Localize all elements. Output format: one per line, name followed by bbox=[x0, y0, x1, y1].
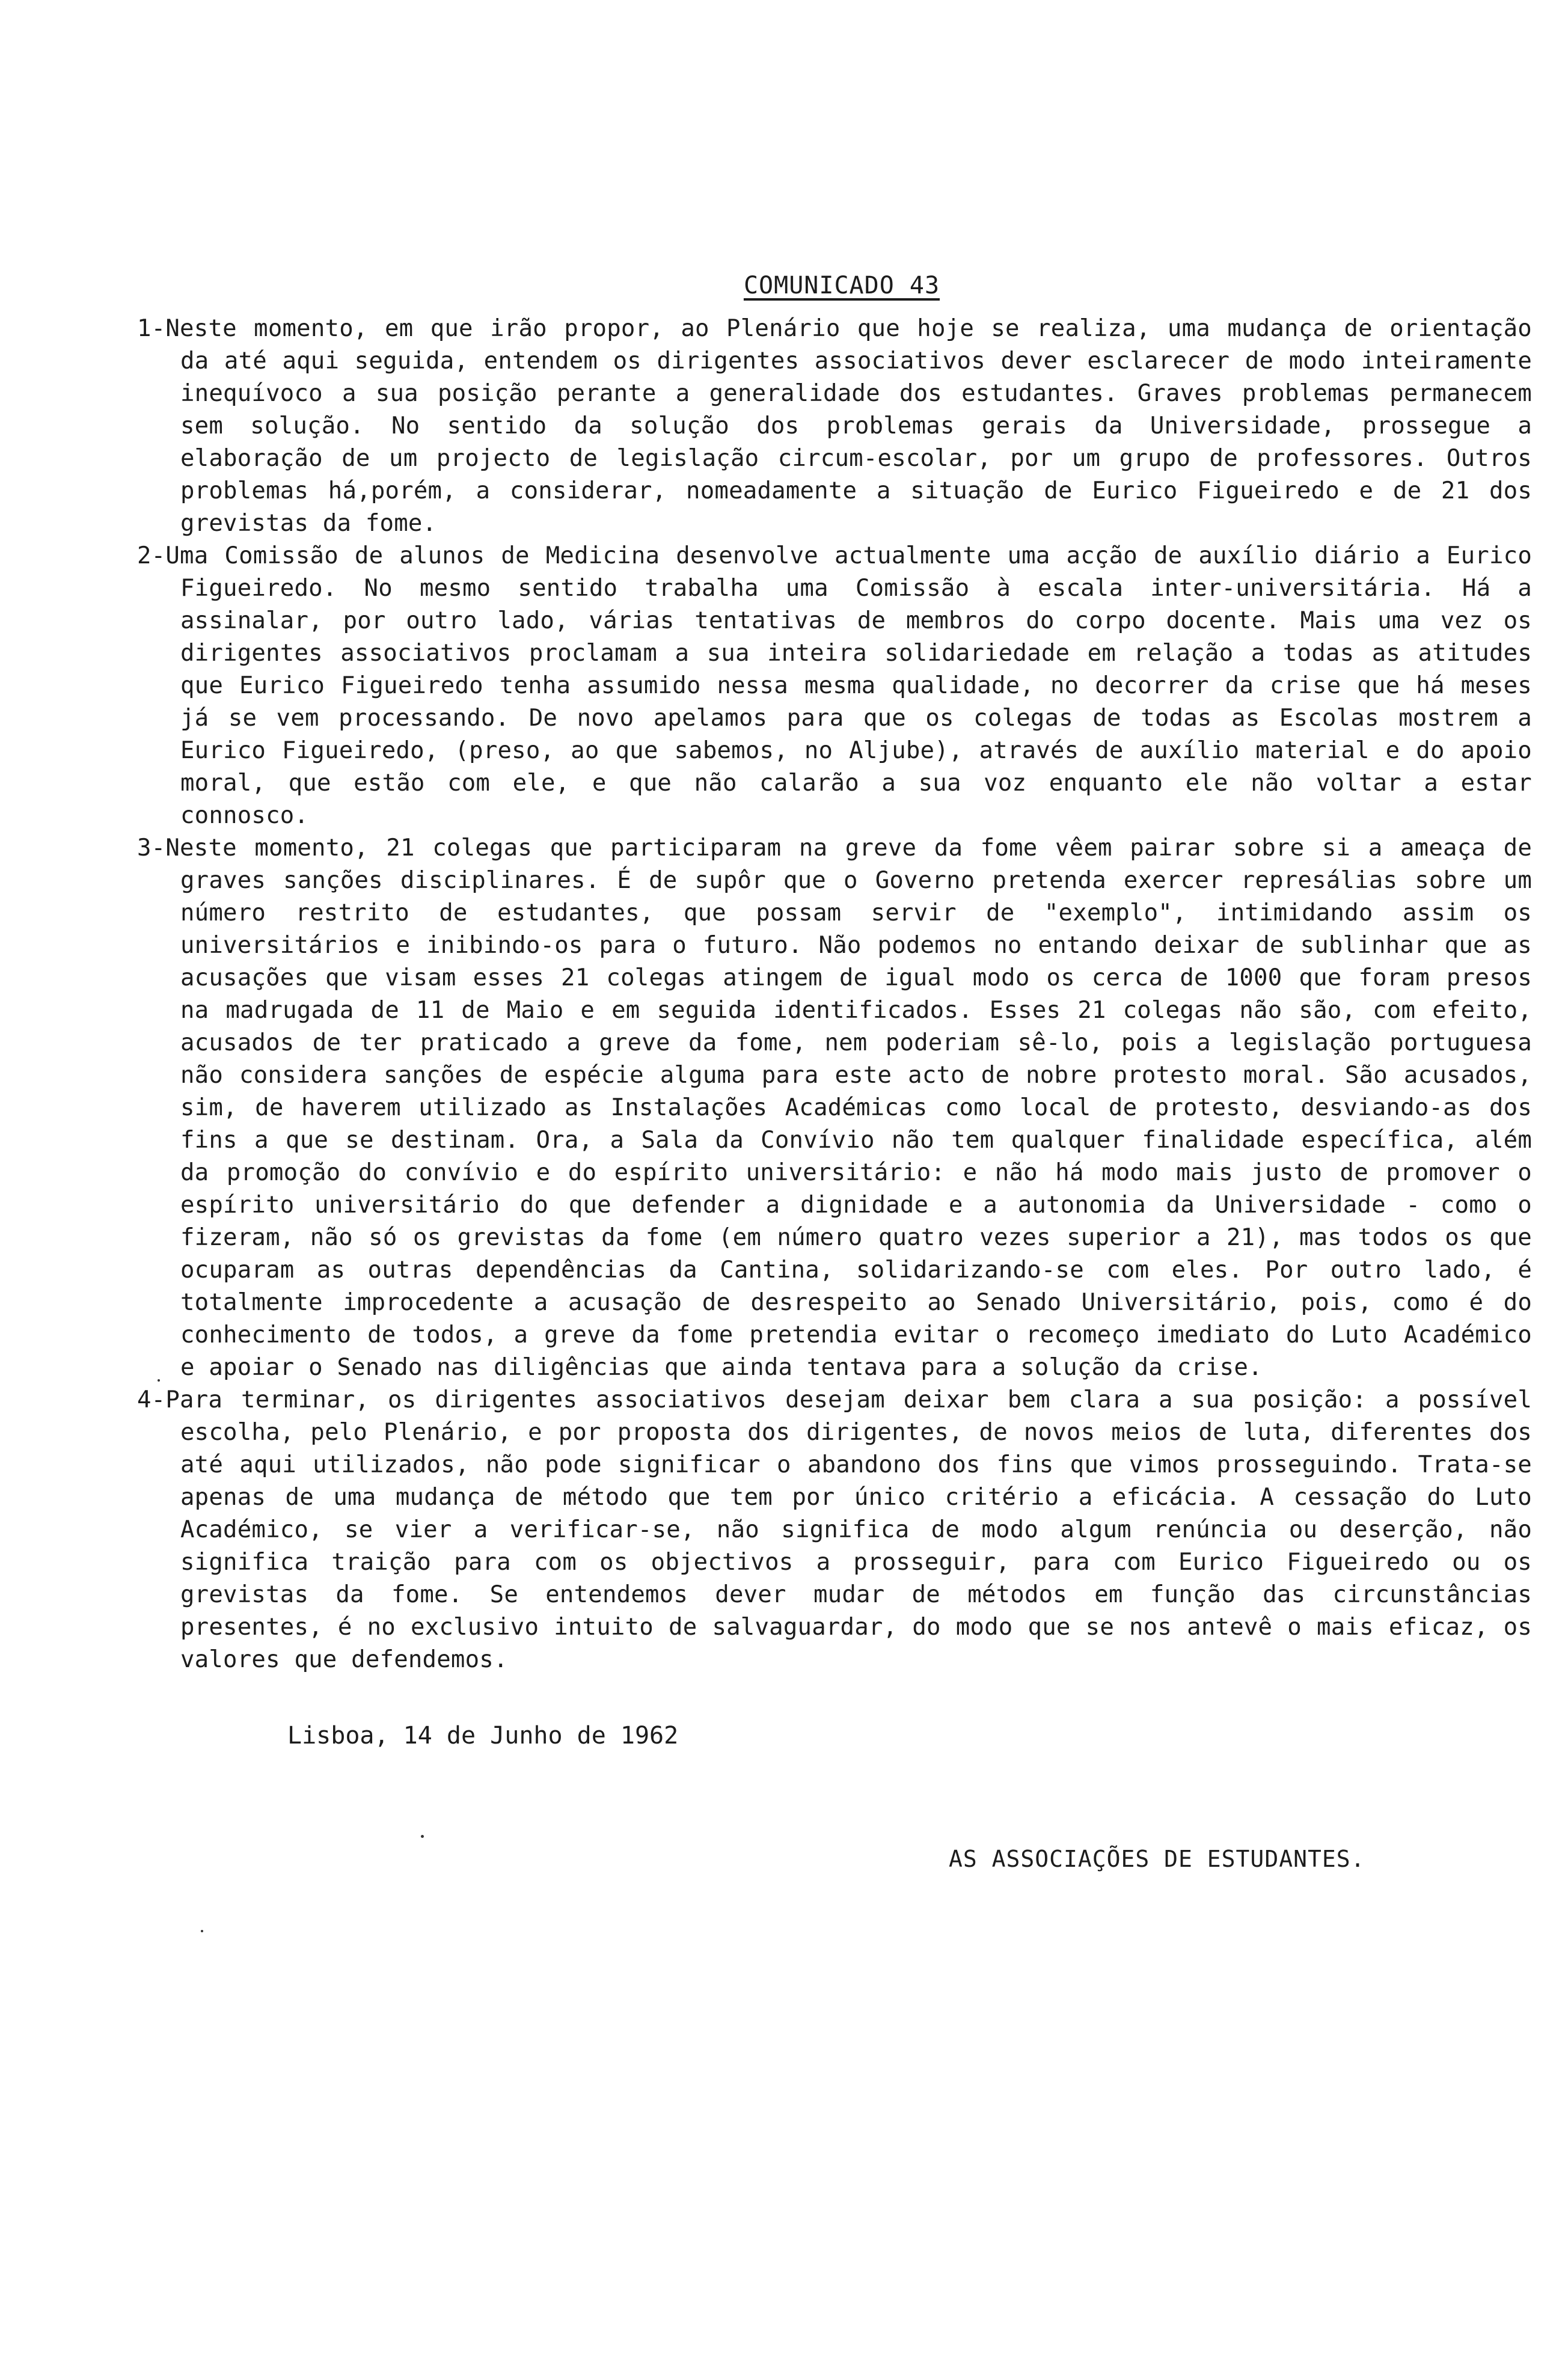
paragraph-3 bbox=[137, 832, 1532, 1384]
scan-speck bbox=[158, 1379, 160, 1382]
scan-speck bbox=[421, 1835, 424, 1838]
scan-speck bbox=[201, 1930, 203, 1932]
paragraph-number: 4- bbox=[137, 1386, 166, 1413]
paragraph-number: 2- bbox=[137, 542, 166, 569]
paragraph-text: Neste momento, 21 colegas que participaram na greve da fome vêem pairar sobre si a ameaça de graves sanções disciplinares. É de supôr que o Governo pretenda exercer represálias sobre um número restrito de estudantes, que possam servir de "exemplo", intimidando assim os universitários e inibindo-os para o futuro. Não podemos no entando deixar de sublinhar que as acusações que visam esses 21 colegas atingem de igual modo os cerca de 1000 que foram presos na madrugada de 11 de Maio e em seguida identificados. Esses 21 colegas não são, com efeito, acusados de ter praticado a greve da fome, nem poderiam sê-lo, pois a legislação portuguesa não considera sanções de espécie alguma para este acto de nobre protesto moral. São acusados, sim, de haverem utilizado as Instalações Académicas como local de protesto, desviando-as dos fins a que se destinam. Ora, a Sala da Convívio não tem qualquer finalidade específica, além da promoção do convívio e do espírito universitário: e não há modo mais justo de promover o espírito universitário do que defender a dignidade e a autonomia da Universidade - como o fizeram, não só os grevistas da fome (em número quatro vezes superior a 21), mas todos os que ocuparam as outras dependências da Cantina, solidarizando-se com eles. Por outro lado, é totalmente improcedente a acusação de desrespeito ao Senado Universitário, pois, como é do conhecimento de todos, a greve da fome pretendia evitar o recomeço imediato do Luto Académico e apoiar o Senado nas diligências que ainda tentava para a solução da crise. bbox=[165, 834, 1532, 1381]
paragraph-text: Neste momento, em que irão propor, ao Plenário que hoje se realiza, uma mudança de orientação da até aqui seguida, entendem os dirigentes associativos dever esclarecer de modo inteiramente inequívoco a sua posição perante a generalidade dos estudantes. Graves problemas permanecem sem solução. No sentido da solução dos problemas gerais da Universidade, prossegue a elaboração de um projecto de legislação circum-escolar, por um grupo de professores. Outros problemas há,porém, a considerar, nomeadamente a situação de Eurico Figueiredo e de 21 dos grevistas da fome. bbox=[165, 315, 1532, 537]
paragraph-text: Para terminar, os dirigentes associativos desejam deixar bem clara a sua posição: a possível escolha, pelo Plenário, e por proposta dos dirigentes, de novos meios de luta, diferentes dos até aqui utilizados, não pode significar o abandono dos fins que vimos prosseguindo. Trata-se apenas de uma mudança de método que tem por único critério a eficácia. A cessação do Luto Académico, se vier a verificar-se, não significa de modo algum renúncia ou deserção, não significa traição para com os objectivos a prosseguir, para com Eurico Figueiredo ou os grevistas da fome. Se entendemos dever mudar de métodos em função das circunstâncias presentes, é no exclusivo intuito de salvaguardar, do modo que se nos antevê o mais eficaz, os valores que defendemos. bbox=[165, 1386, 1532, 1673]
document-title: COMUNICADO 43 bbox=[743, 272, 940, 299]
paragraph-4 bbox=[137, 1384, 1532, 1676]
paragraph-number: 1- bbox=[137, 315, 166, 342]
paragraph-number: 3- bbox=[137, 834, 166, 862]
signature: AS ASSOCIAÇÕES DE ESTUDANTES. bbox=[949, 1846, 1365, 1872]
place-date: Lisboa, 14 de Junho de 1962 bbox=[287, 1722, 679, 1750]
document-body bbox=[137, 313, 1532, 1676]
paragraph-text: Uma Comissão de alunos de Medicina desenvolve actualmente uma acção de auxílio diário a Eurico Figueiredo. No mesmo sentido trabalha uma Comissão à escala inter-universitária. Há a assinalar, por outro lado, várias tentativas de membros do corpo docente. Mais uma vez os dirigentes associativos proclamam a sua inteira solidariedade em relação a todas as atitudes que Eurico Figueiredo tenha assumido nessa mesma qualidade, no decorrer da crise que há meses já se vem processando. De novo apelamos para que os colegas de todas as Escolas mostrem a Eurico Figueiredo, (preso, ao que sabemos, no Aljube), através de auxílio material e do apoio moral, que estão com ele, e que não calarão a sua voz enquanto ele não voltar a estar connosco. bbox=[165, 542, 1532, 829]
paragraph-1 bbox=[137, 313, 1532, 540]
paragraph-2 bbox=[137, 540, 1532, 832]
